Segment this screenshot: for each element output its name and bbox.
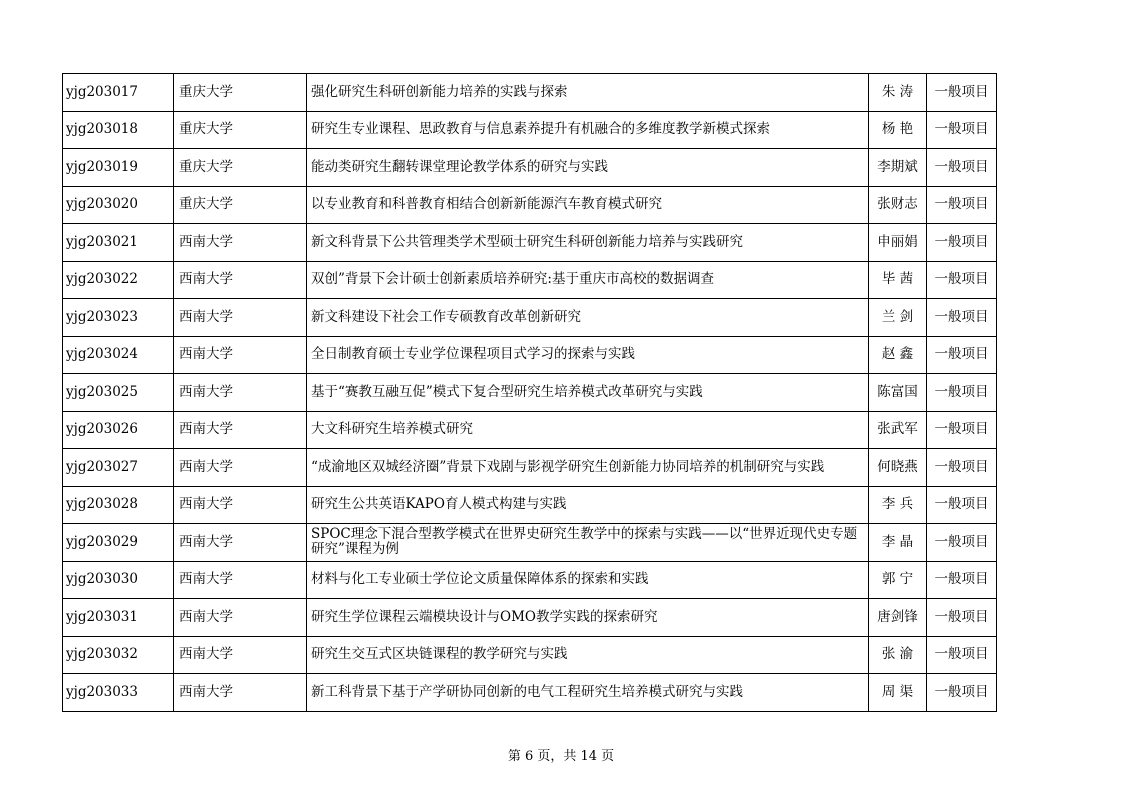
project-leader: 兰 剑 — [869, 299, 927, 337]
table-row — [63, 411, 997, 449]
project-code: yjg203024 — [63, 336, 174, 374]
university: 西南大学 — [174, 261, 307, 299]
project-type: 一般项目 — [927, 486, 997, 524]
project-leader: 赵 鑫 — [869, 336, 927, 374]
project-type: 一般项目 — [927, 674, 997, 712]
university: 重庆大学 — [174, 74, 307, 112]
project-type: 一般项目 — [927, 336, 997, 374]
project-title: SPOC理念下混合型教学模式在世界史研究生教学中的探索与实践——以“世界近现代史专题研究”课程为例 — [307, 524, 869, 562]
project-title: 新工科背景下基于产学研协同创新的电气工程研究生培养模式研究与实践 — [307, 674, 869, 712]
project-type: 一般项目 — [927, 636, 997, 674]
project-code: yjg203032 — [63, 636, 174, 674]
table-row — [63, 449, 997, 487]
project-type: 一般项目 — [927, 261, 997, 299]
university: 重庆大学 — [174, 149, 307, 187]
table-row — [63, 486, 997, 524]
table-row — [63, 74, 997, 112]
project-type: 一般项目 — [927, 299, 997, 337]
project-type: 一般项目 — [927, 224, 997, 262]
project-leader: 朱 涛 — [869, 74, 927, 112]
university: 西南大学 — [174, 674, 307, 712]
project-code: yjg203022 — [63, 261, 174, 299]
project-leader: 张武军 — [869, 411, 927, 449]
project-title: 新文科建设下社会工作专硕教育改革创新研究 — [307, 299, 869, 337]
table-row — [63, 599, 997, 637]
project-code: yjg203018 — [63, 111, 174, 149]
project-type: 一般项目 — [927, 599, 997, 637]
project-code: yjg203029 — [63, 524, 174, 562]
table-row — [63, 674, 997, 712]
university: 西南大学 — [174, 336, 307, 374]
project-title: 全日制教育硕士专业学位课程项目式学习的探索与实践 — [307, 336, 869, 374]
page-footer: 第 6 页，共 14 页 — [507, 749, 615, 764]
university: 西南大学 — [174, 299, 307, 337]
project-title: 新文科背景下公共管理类学术型硕士研究生科研创新能力培养与实践研究 — [307, 224, 869, 262]
project-code: yjg203023 — [63, 299, 174, 337]
project-leader: 何晓燕 — [869, 449, 927, 487]
project-type: 一般项目 — [927, 149, 997, 187]
university: 西南大学 — [174, 561, 307, 599]
project-leader: 杨 艳 — [869, 111, 927, 149]
project-code: yjg203031 — [63, 599, 174, 637]
university: 西南大学 — [174, 599, 307, 637]
project-code: yjg203030 — [63, 561, 174, 599]
project-title: 研究生公共英语KAPO育人模式构建与实践 — [307, 486, 869, 524]
project-leader: 唐剑锋 — [869, 599, 927, 637]
project-title: 基于“赛教互融互促”模式下复合型研究生培养模式改革研究与实践 — [307, 374, 869, 412]
table-row — [63, 149, 997, 187]
project-code: yjg203017 — [63, 74, 174, 112]
project-table — [62, 73, 997, 712]
project-code: yjg203025 — [63, 374, 174, 412]
university: 西南大学 — [174, 449, 307, 487]
project-type: 一般项目 — [927, 111, 997, 149]
project-title: 研究生交互式区块链课程的教学研究与实践 — [307, 636, 869, 674]
project-title: 能动类研究生翻转课堂理论教学体系的研究与实践 — [307, 149, 869, 187]
university: 重庆大学 — [174, 111, 307, 149]
table-row — [63, 336, 997, 374]
table-row — [63, 111, 997, 149]
table-row — [63, 561, 997, 599]
project-title: 研究生学位课程云端模块设计与OMO教学实践的探索研究 — [307, 599, 869, 637]
project-title: 以专业教育和科普教育相结合创新新能源汽车教育模式研究 — [307, 186, 869, 224]
project-code: yjg203026 — [63, 411, 174, 449]
project-leader: 申丽娟 — [869, 224, 927, 262]
project-title: “成渝地区双城经济圈”背景下戏剧与影视学研究生创新能力协同培养的机制研究与实践 — [307, 449, 869, 487]
project-leader: 周 渠 — [869, 674, 927, 712]
table-body — [63, 74, 997, 712]
project-code: yjg203019 — [63, 149, 174, 187]
table-row — [63, 261, 997, 299]
project-leader: 李 晶 — [869, 524, 927, 562]
table-row — [63, 374, 997, 412]
project-type: 一般项目 — [927, 449, 997, 487]
project-type: 一般项目 — [927, 74, 997, 112]
university: 西南大学 — [174, 486, 307, 524]
university: 西南大学 — [174, 374, 307, 412]
university: 重庆大学 — [174, 186, 307, 224]
university: 西南大学 — [174, 224, 307, 262]
project-leader: 张财志 — [869, 186, 927, 224]
project-leader: 郭 宁 — [869, 561, 927, 599]
project-leader: 张 渝 — [869, 636, 927, 674]
university: 西南大学 — [174, 524, 307, 562]
project-type: 一般项目 — [927, 524, 997, 562]
project-leader: 李期斌 — [869, 149, 927, 187]
project-title: 双创”背景下会计硕士创新素质培养研究:基于重庆市高校的数据调查 — [307, 261, 869, 299]
table-row — [63, 299, 997, 337]
project-title: 材料与化工专业硕士学位论文质量保障体系的探索和实践 — [307, 561, 869, 599]
project-type: 一般项目 — [927, 561, 997, 599]
table-row — [63, 186, 997, 224]
project-leader: 李 兵 — [869, 486, 927, 524]
project-title: 大文科研究生培养模式研究 — [307, 411, 869, 449]
table-row — [63, 524, 997, 562]
project-code: yjg203027 — [63, 449, 174, 487]
project-title: 强化研究生科研创新能力培养的实践与探索 — [307, 74, 869, 112]
project-title: 研究生专业课程、思政教育与信息素养提升有机融合的多维度教学新模式探索 — [307, 111, 869, 149]
project-type: 一般项目 — [927, 186, 997, 224]
university: 西南大学 — [174, 636, 307, 674]
university: 西南大学 — [174, 411, 307, 449]
project-type: 一般项目 — [927, 374, 997, 412]
table-row — [63, 224, 997, 262]
project-leader: 毕 茜 — [869, 261, 927, 299]
project-code: yjg203033 — [63, 674, 174, 712]
project-code: yjg203021 — [63, 224, 174, 262]
project-type: 一般项目 — [927, 411, 997, 449]
project-code: yjg203028 — [63, 486, 174, 524]
project-code: yjg203020 — [63, 186, 174, 224]
table-row — [63, 636, 997, 674]
project-leader: 陈富国 — [869, 374, 927, 412]
